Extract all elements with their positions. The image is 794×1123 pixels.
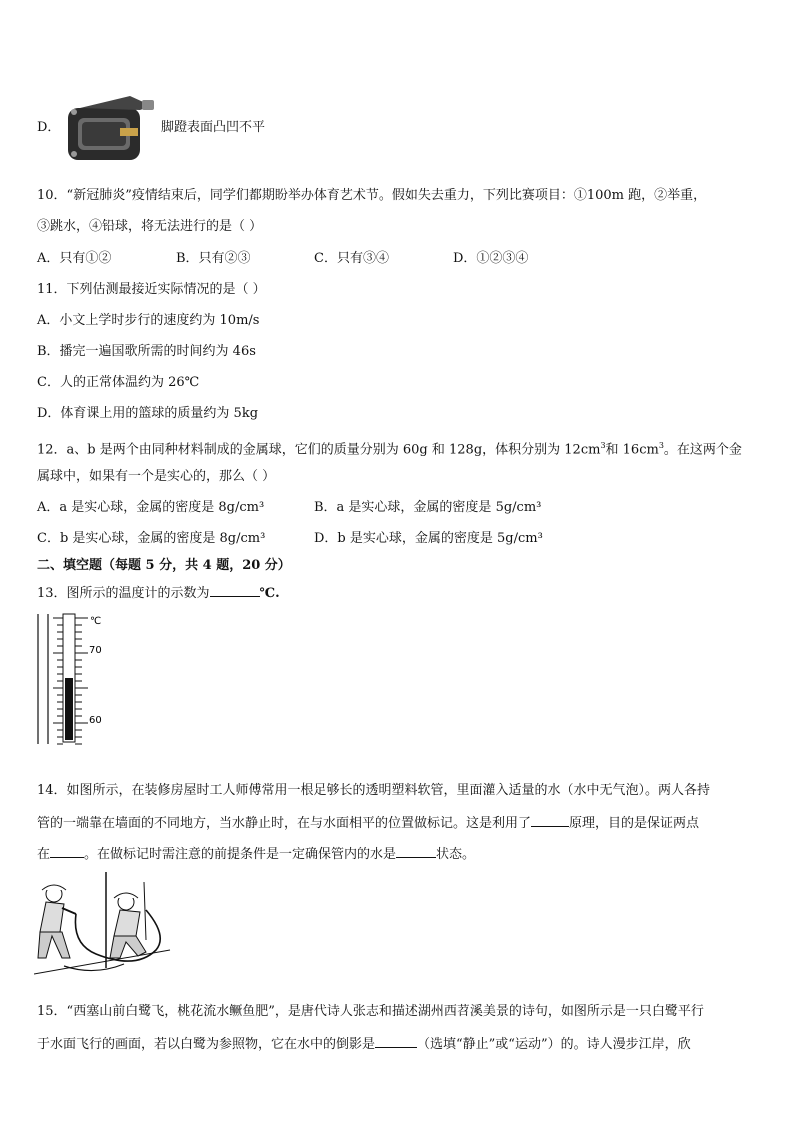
section-title: 二、填空题（每题 5 分，共 4 题，20 分）	[37, 558, 291, 573]
q12-option-a: A．a 是实心球，金属的密度是 8g/cm³	[37, 500, 265, 515]
q15-blank-1[interactable]	[375, 1035, 417, 1048]
option-d-label: D．	[37, 120, 61, 135]
q14-line2: 管的一端靠在墙面的不同地方，当水静止时，在与水面相平的位置做标记。这是利用了 原理，目的是保证两点	[37, 816, 700, 831]
q12-option-b: B．a 是实心球，金属的密度是 5g/cm³	[314, 500, 542, 515]
thermometer-label-70: 70	[89, 645, 102, 656]
thermometer-label-60: 60	[89, 715, 102, 726]
q12-line2: 属球中，如果有一个是实心的，那么（ ）	[37, 469, 276, 484]
q14-line1: 14．如图所示，在装修房屋时工人师傅常用一根足够长的透明塑料软管，里面灌入适量的水（水中无气泡）。两人各持	[37, 783, 711, 798]
q11-option-d: D．体育课上用的篮球的质量约为 5kg	[37, 406, 259, 421]
q15-line1: 15．“西塞山前白鹭飞，桃花流水鳜鱼肥”，是唐代诗人张志和描述湖州西苕溪美景的诗句，如图所示是一只白鹭平行	[37, 1004, 704, 1019]
q11-option-b: B．播完一遍国歌所需的时间约为 46s	[37, 344, 256, 359]
q14-blank-3[interactable]	[396, 845, 436, 858]
q10-line1: 10．“新冠肺炎”疫情结束后，同学们都期盼举办体育艺术节。假如失去重力，下列比赛项目：①100m 跑，②举重，	[37, 188, 707, 203]
q10-option-c: C．只有③④	[314, 251, 389, 266]
q14-blank-2[interactable]	[50, 845, 84, 858]
option-d-caption: 脚蹬表面凸凹不平	[161, 120, 266, 135]
q10-line2: ③跳水，④铅球，将无法进行的是（ ）	[37, 219, 263, 234]
q13-blank[interactable]	[210, 584, 260, 597]
q10-option-d: D．①②③④	[453, 251, 529, 266]
q10-option-b: B．只有②③	[176, 251, 251, 266]
q10-option-a: A．只有①②	[37, 251, 112, 266]
q11-option-a: A．小文上学时步行的速度约为 10m/s	[37, 313, 260, 328]
q12-option-c: C．b 是实心球，金属的密度是 8g/cm³	[37, 531, 266, 546]
q14-line3: 在 。在做标记时需注意的前提条件是一定确保管内的水是 状态。	[37, 847, 476, 862]
q14-blank-1[interactable]	[531, 814, 569, 827]
thermometer-figure	[36, 612, 116, 746]
thermometer-unit: ℃	[90, 616, 102, 627]
q15-line2: 于水面飞行的画面，若以白鹭为参照物，它在水中的倒影是 （选填“静止”或“运动”）的。诗人漫步江岸，欣	[37, 1037, 691, 1052]
q11-stem: 11．下列估测最接近实际情况的是（ ）	[37, 282, 266, 297]
q11-option-c: C．人的正常体温约为 26℃	[37, 375, 200, 390]
q13-line: 13．图所示的温度计的示数为 ℃.	[37, 586, 280, 601]
q12-line1: 12．a、b 是两个由同种材料制成的金属球，它们的质量分别为 60g 和 128g，体积分别为 $12cm^3$和 $16cm^3$。在这两个金	[37, 441, 742, 458]
workers-illustration	[34, 870, 174, 980]
q12-option-d: D．b 是实心球，金属的密度是 5g/cm³	[314, 531, 543, 546]
bike-pedal-image	[60, 88, 160, 168]
